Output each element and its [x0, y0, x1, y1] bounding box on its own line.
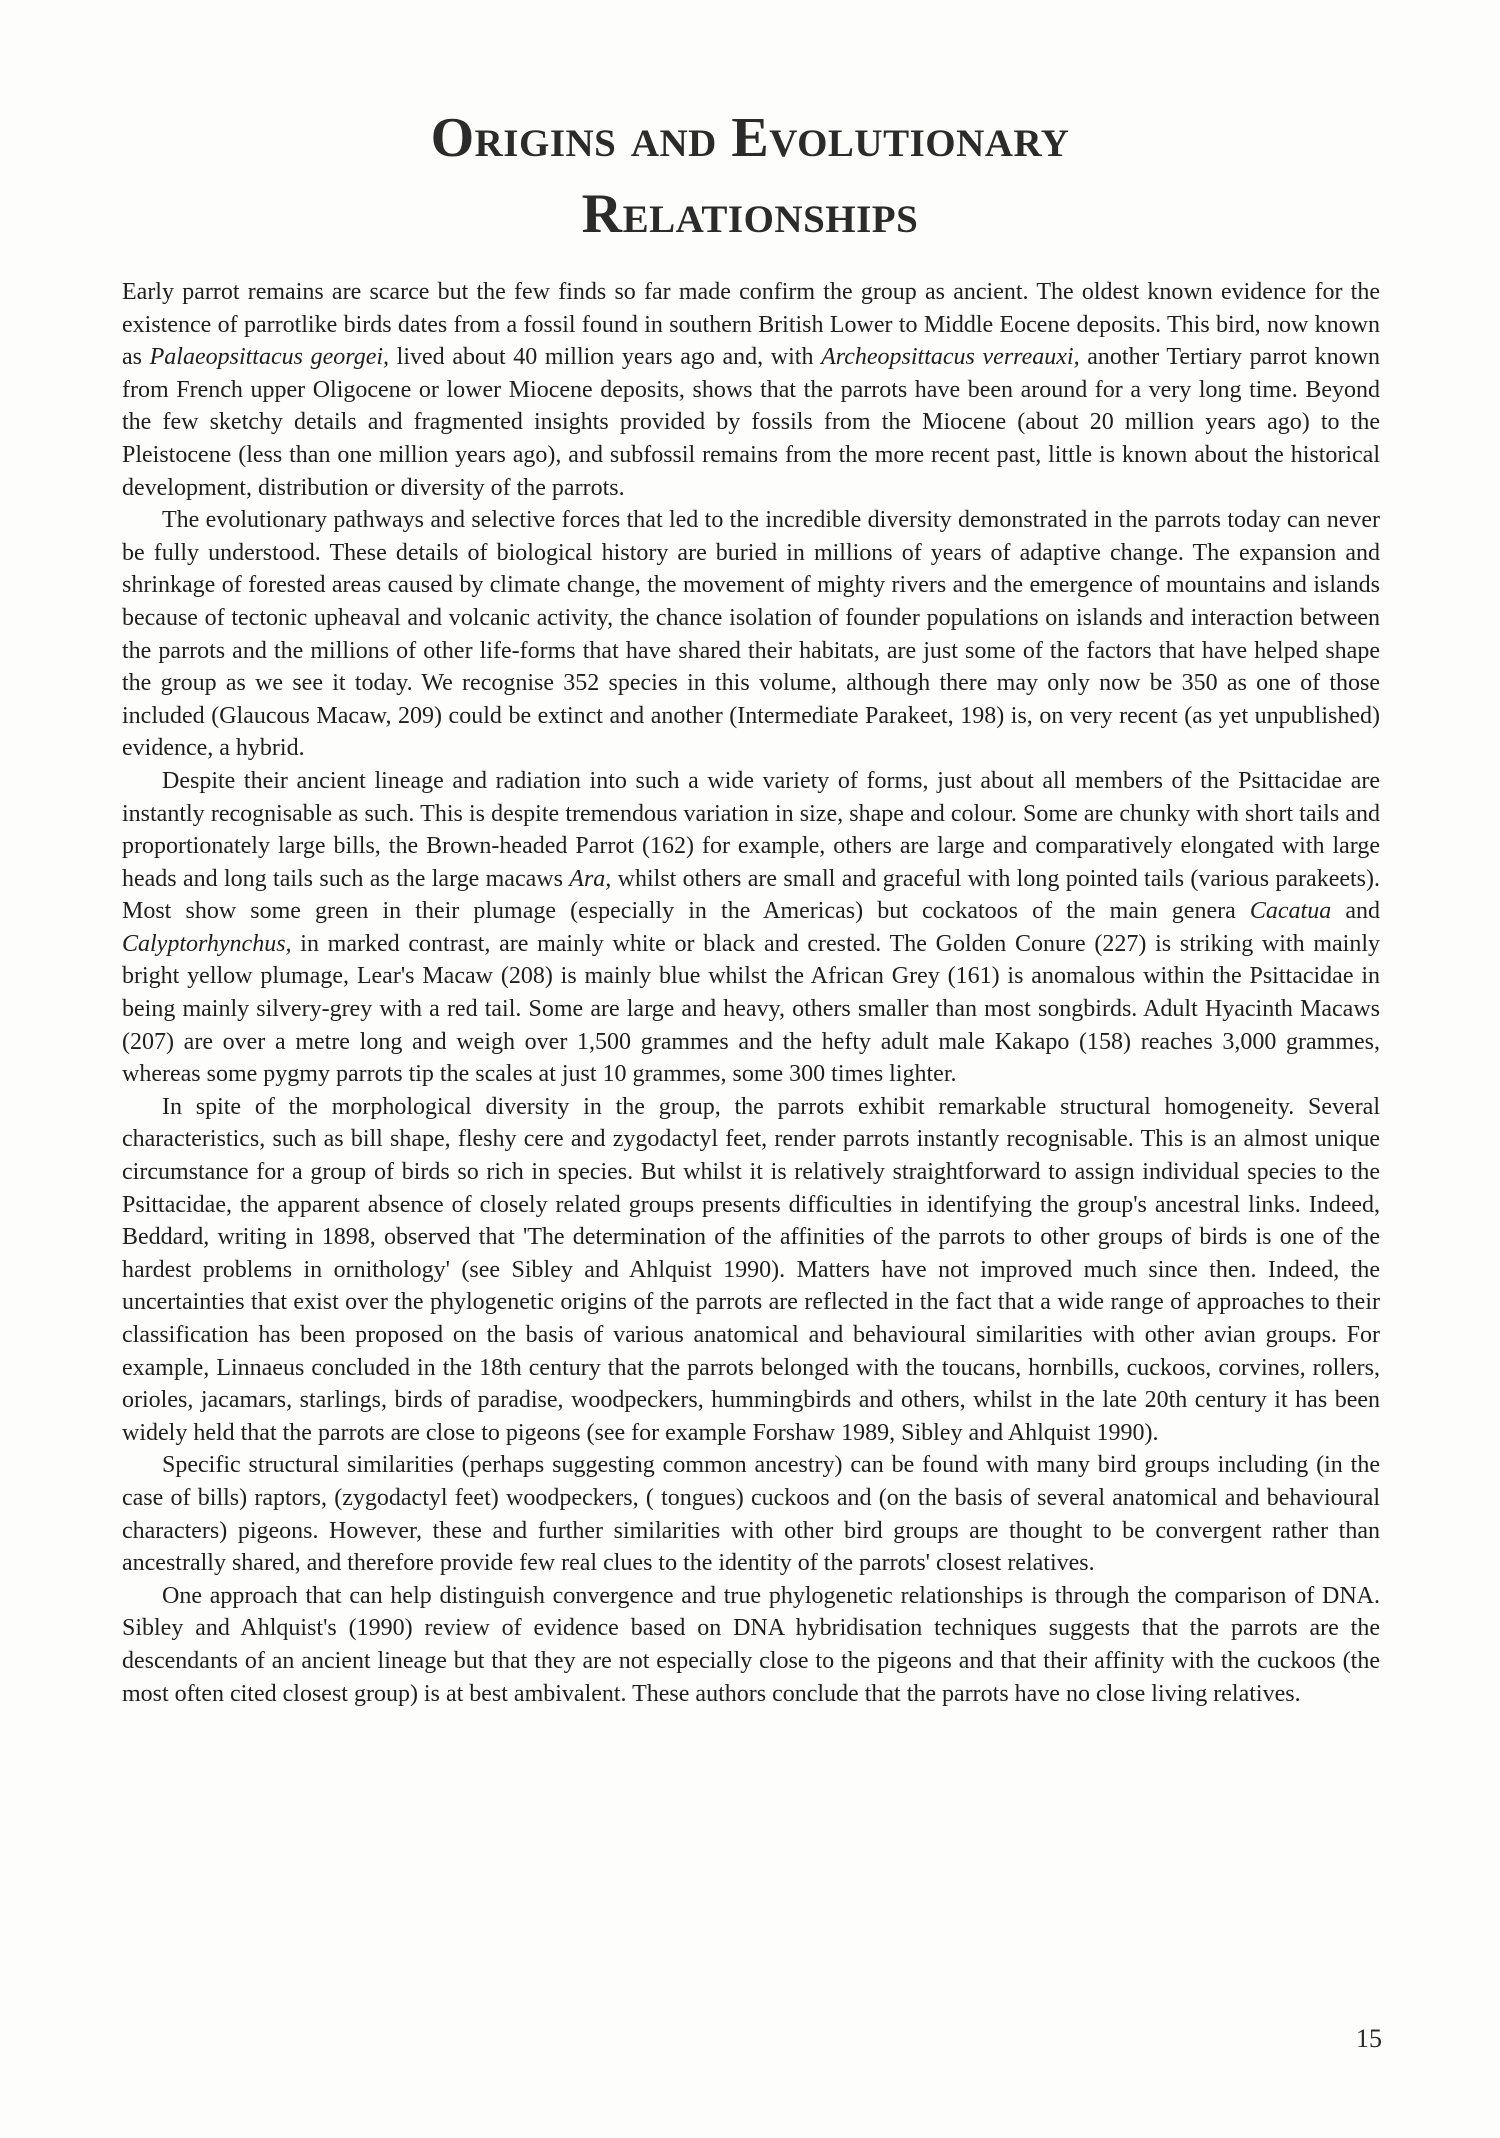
italic-term: Ara,	[569, 865, 612, 892]
text-run: Despite their ancient lineage and radiation into such a wide variety of forms, just about all members of the Psittacidae are instantly recognisable as such. This is despite tremendous variation in size, shape and colour. Some are chunky with short tails and proportionately large bills, the Brown-headed Parrot (162) for example, others are large and comparatively elongated with large heads and long tails such as the large macaws	[122, 767, 1380, 892]
paragraph-4: In spite of the morphological diversity in the group, the parrots exhibit remarkable structural homogeneity. Several characteristics, such as bill shape, fleshy cere and zygodactyl feet, render parrots instantly recognisable. This is an almost unique circumstance for a group of birds so rich in species. But whilst it is relatively straightforward to assign individual species to the Psittacidae, the apparent absence of closely related groups presents difficulties in identifying the group's ancestral links. Indeed, Beddard, writing in 1898, observed that 'The determination of the affinities of the parrots to other groups of birds is one of the hardest problems in ornithology' (see Sibley and Ahlquist 1990). Matters have not improved much since then. Indeed, the uncertainties that exist over the phylogenetic origins of the parrots are reflected in the fact that a wide range of approaches to their classification has been proposed on the basis of various anatomical and behavioural similarities with other avian groups. For example, Linnaeus concluded in the 18th century that the parrots belonged with the toucans, hornbills, cuckoos, corvines, rollers, orioles, jacamars, starlings, birds of paradise, woodpeckers, hummingbirds and others, whilst in the late 20th century it has been widely held that the parrots are close to pigeons (see for example Forshaw 1989, Sibley and Ahlquist 1990).	[122, 1093, 1380, 1446]
italic-term: Calyptorhynchus,	[122, 930, 292, 957]
paragraph-1	[122, 276, 1380, 504]
page-title	[150, 100, 1350, 252]
paragraph-5: Specific structural similarities (perhaps suggesting common ancestry) can be found with many bird groups including (in the case of bills) raptors, (zygodactyl feet) woodpeckers, ( tongues) cuckoos and (on the basis of several anatomical and behavioural characters) pigeons. However, these and further similarities with other bird groups are thought to be convergent rather than ancestrally shared, and therefore provide few real clues to the identity of the parrots' closest relatives.	[122, 1452, 1380, 1577]
paragraph-2: The evolutionary pathways and selective forces that led to the incredible diversity demonstrated in the parrots today can never be fully understood. These details of biological history are buried in millions of years of adaptive change. The expansion and shrinkage of forested areas caused by climate change, the movement of mighty rivers and the emergence of mountains and islands because of tectonic upheaval and volcanic activity, the chance isolation of founder populations on islands and interaction between the parrots and the millions of other life-forms that have shared their habitats, are just some of the factors that have helped shape the group as we see it today. We recognise 352 species in this volume, although there may only now be 350 as one of those included (Glaucous Macaw, 209) could be extinct and another (Intermediate Parakeet, 198) is, on very recent (as yet unpublished) evidence, a hybrid.	[122, 507, 1380, 762]
text-run: and	[1331, 898, 1380, 925]
text-run: another Tertiary parrot known from French upper Oligocene or lower Miocene deposits, shows that the parrots have been around for a very long time. Beyond the few sketchy details and fragmented insights provided by fossils from the Miocene (about 20 million years ago) to the Pleistocene (less than one million years ago), and subfossil remains from the more recent past, little is known about the historical development, distribution or diversity of the parrots.	[122, 344, 1380, 501]
italic-term: Palaeopsittacus georgei,	[149, 344, 390, 371]
article-body	[122, 276, 1380, 1710]
text-run: lived about 40 million years ago and, with	[389, 344, 822, 371]
italic-term: Cacatua	[1249, 898, 1332, 925]
paragraph-3	[122, 765, 1380, 1091]
text-run: whilst others are small and graceful with long pointed tails (various parakeets). Most show some green in their plumage (especially in the Americas) but cockatoos of the main genera	[122, 865, 1381, 925]
paragraph-6: One approach that can help distinguish convergence and true phylogenetic relationships is through the comparison of DNA. Sibley and Ahlquist's (1990) review of evidence based on DNA hybridisation techniques suggests that the parrots are the descendants of an ancient lineage but that they are not especially close to the pigeons and that their affinity with the cuckoos (the most often cited closest group) is at best ambivalent. These authors conclude that the parrots have no close living relatives.	[122, 1582, 1380, 1707]
text-run: in marked contrast, are mainly white or black and crested. The Golden Conure (227) is striking with mainly bright yellow plumage, Lear's Macaw (208) is mainly blue whilst the African Grey (161) is anomalous within the Psittacidae in being mainly silvery-grey with a red tail. Some are large and heavy, others smaller than most songbirds. Adult Hyacinth Macaws (207) are over a metre long and weigh over 1,500 grammes and the hefty adult male Kakapo (158) reaches 3,000 grammes, whereas some pygmy parrots tip the scales at just 10 grammes, some 300 times lighter.	[122, 930, 1380, 1088]
page-title-line-2: Relationships	[581, 183, 919, 245]
page-title-line-1: Origins and Evolutionary	[430, 107, 1070, 169]
italic-term: Archeopsittacus verreauxi,	[821, 344, 1080, 371]
page-number: 15	[1356, 2024, 1382, 2053]
text-run: Early parrot remains are scarce but the few finds so far made confirm the group as ancient. The oldest known evidence for the existence of parrotlike birds dates from a fossil found in southern British Lower to Middle Eocene deposits. This bird, now known as	[122, 279, 1380, 371]
